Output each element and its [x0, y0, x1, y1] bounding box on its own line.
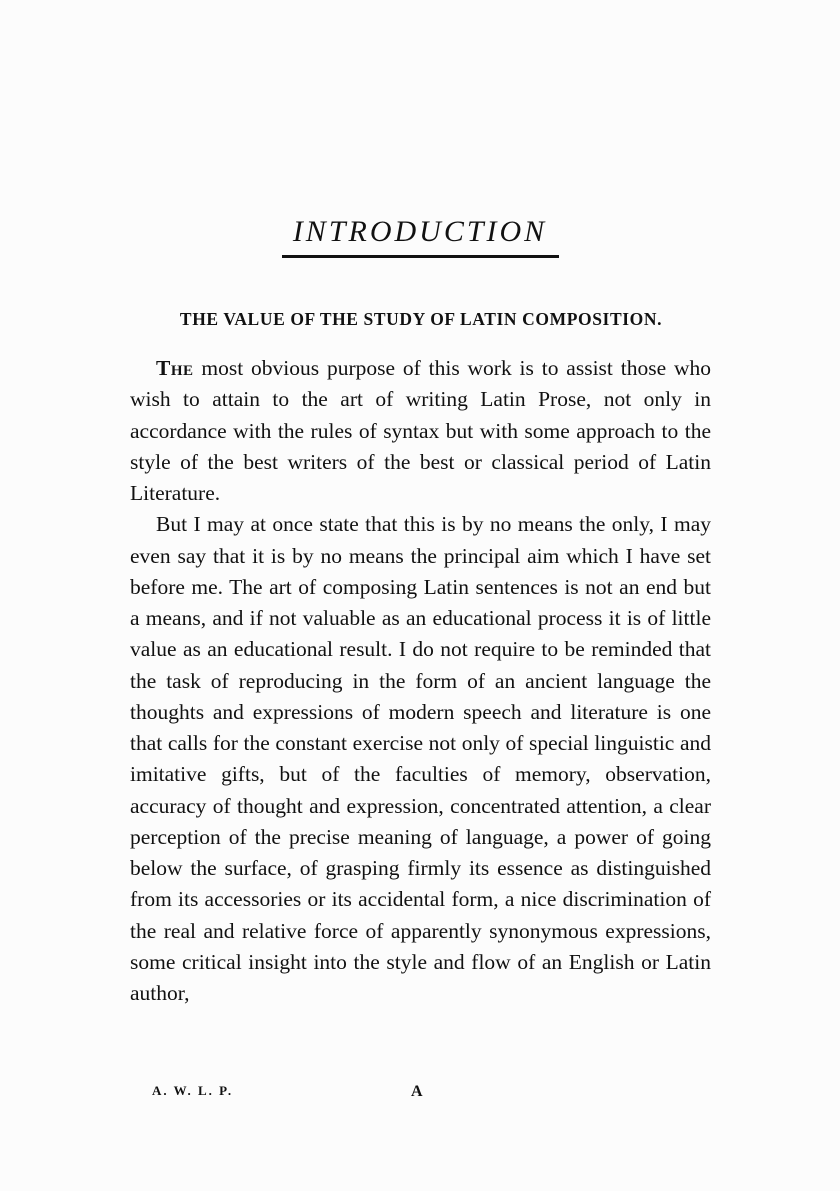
section-heading: THE VALUE OF THE STUDY OF LATIN COMPOSITION. — [179, 309, 663, 329]
paragraph-1-lead-word: The — [156, 356, 194, 380]
title-underline — [282, 255, 559, 258]
paragraph-1 — [130, 353, 711, 509]
signature-letter: A — [411, 1083, 425, 1100]
signature-mark: A. W. L. P. — [152, 1083, 234, 1098]
paragraph-1-text: most obvious purpose of this work is to assist those who wish to attain to the art of writing Latin Prose, not only in accordance with the rules of syntax but with some approach to the style of the best writers of the best or classical period of Latin Literature. — [130, 356, 711, 505]
chapter-title: INTRODUCTION — [292, 215, 548, 248]
paragraph-2 — [130, 509, 711, 1009]
signature-footer — [152, 1083, 452, 1105]
body-text — [130, 353, 711, 1009]
paragraph-2-text: But I may at once state that this is by no means the only, I may even say that it is by no means the principal aim which I have set before me. The art of composing Latin sentences is not an end but a means, and if not valuable as an educational process it is of little value as an educational result. I do not require to be reminded that the task of reproducing in the form of an ancient language the thoughts and expressions of modern speech and literature is one that calls for the constant exercise not only of special linguistic and imitative gifts, but of the faculties of memory, observation, accuracy of thought and expression, concentrated attention, a clear perception of the precise meaning of language, a power of going below the surface, of grasping firmly its essence as distinguished from its accessories or its accidental form, a nice discrimination of the real and relative force of apparently synonymous expressions, some critical insight into the style and flow of an English or Latin author, — [130, 512, 711, 1005]
